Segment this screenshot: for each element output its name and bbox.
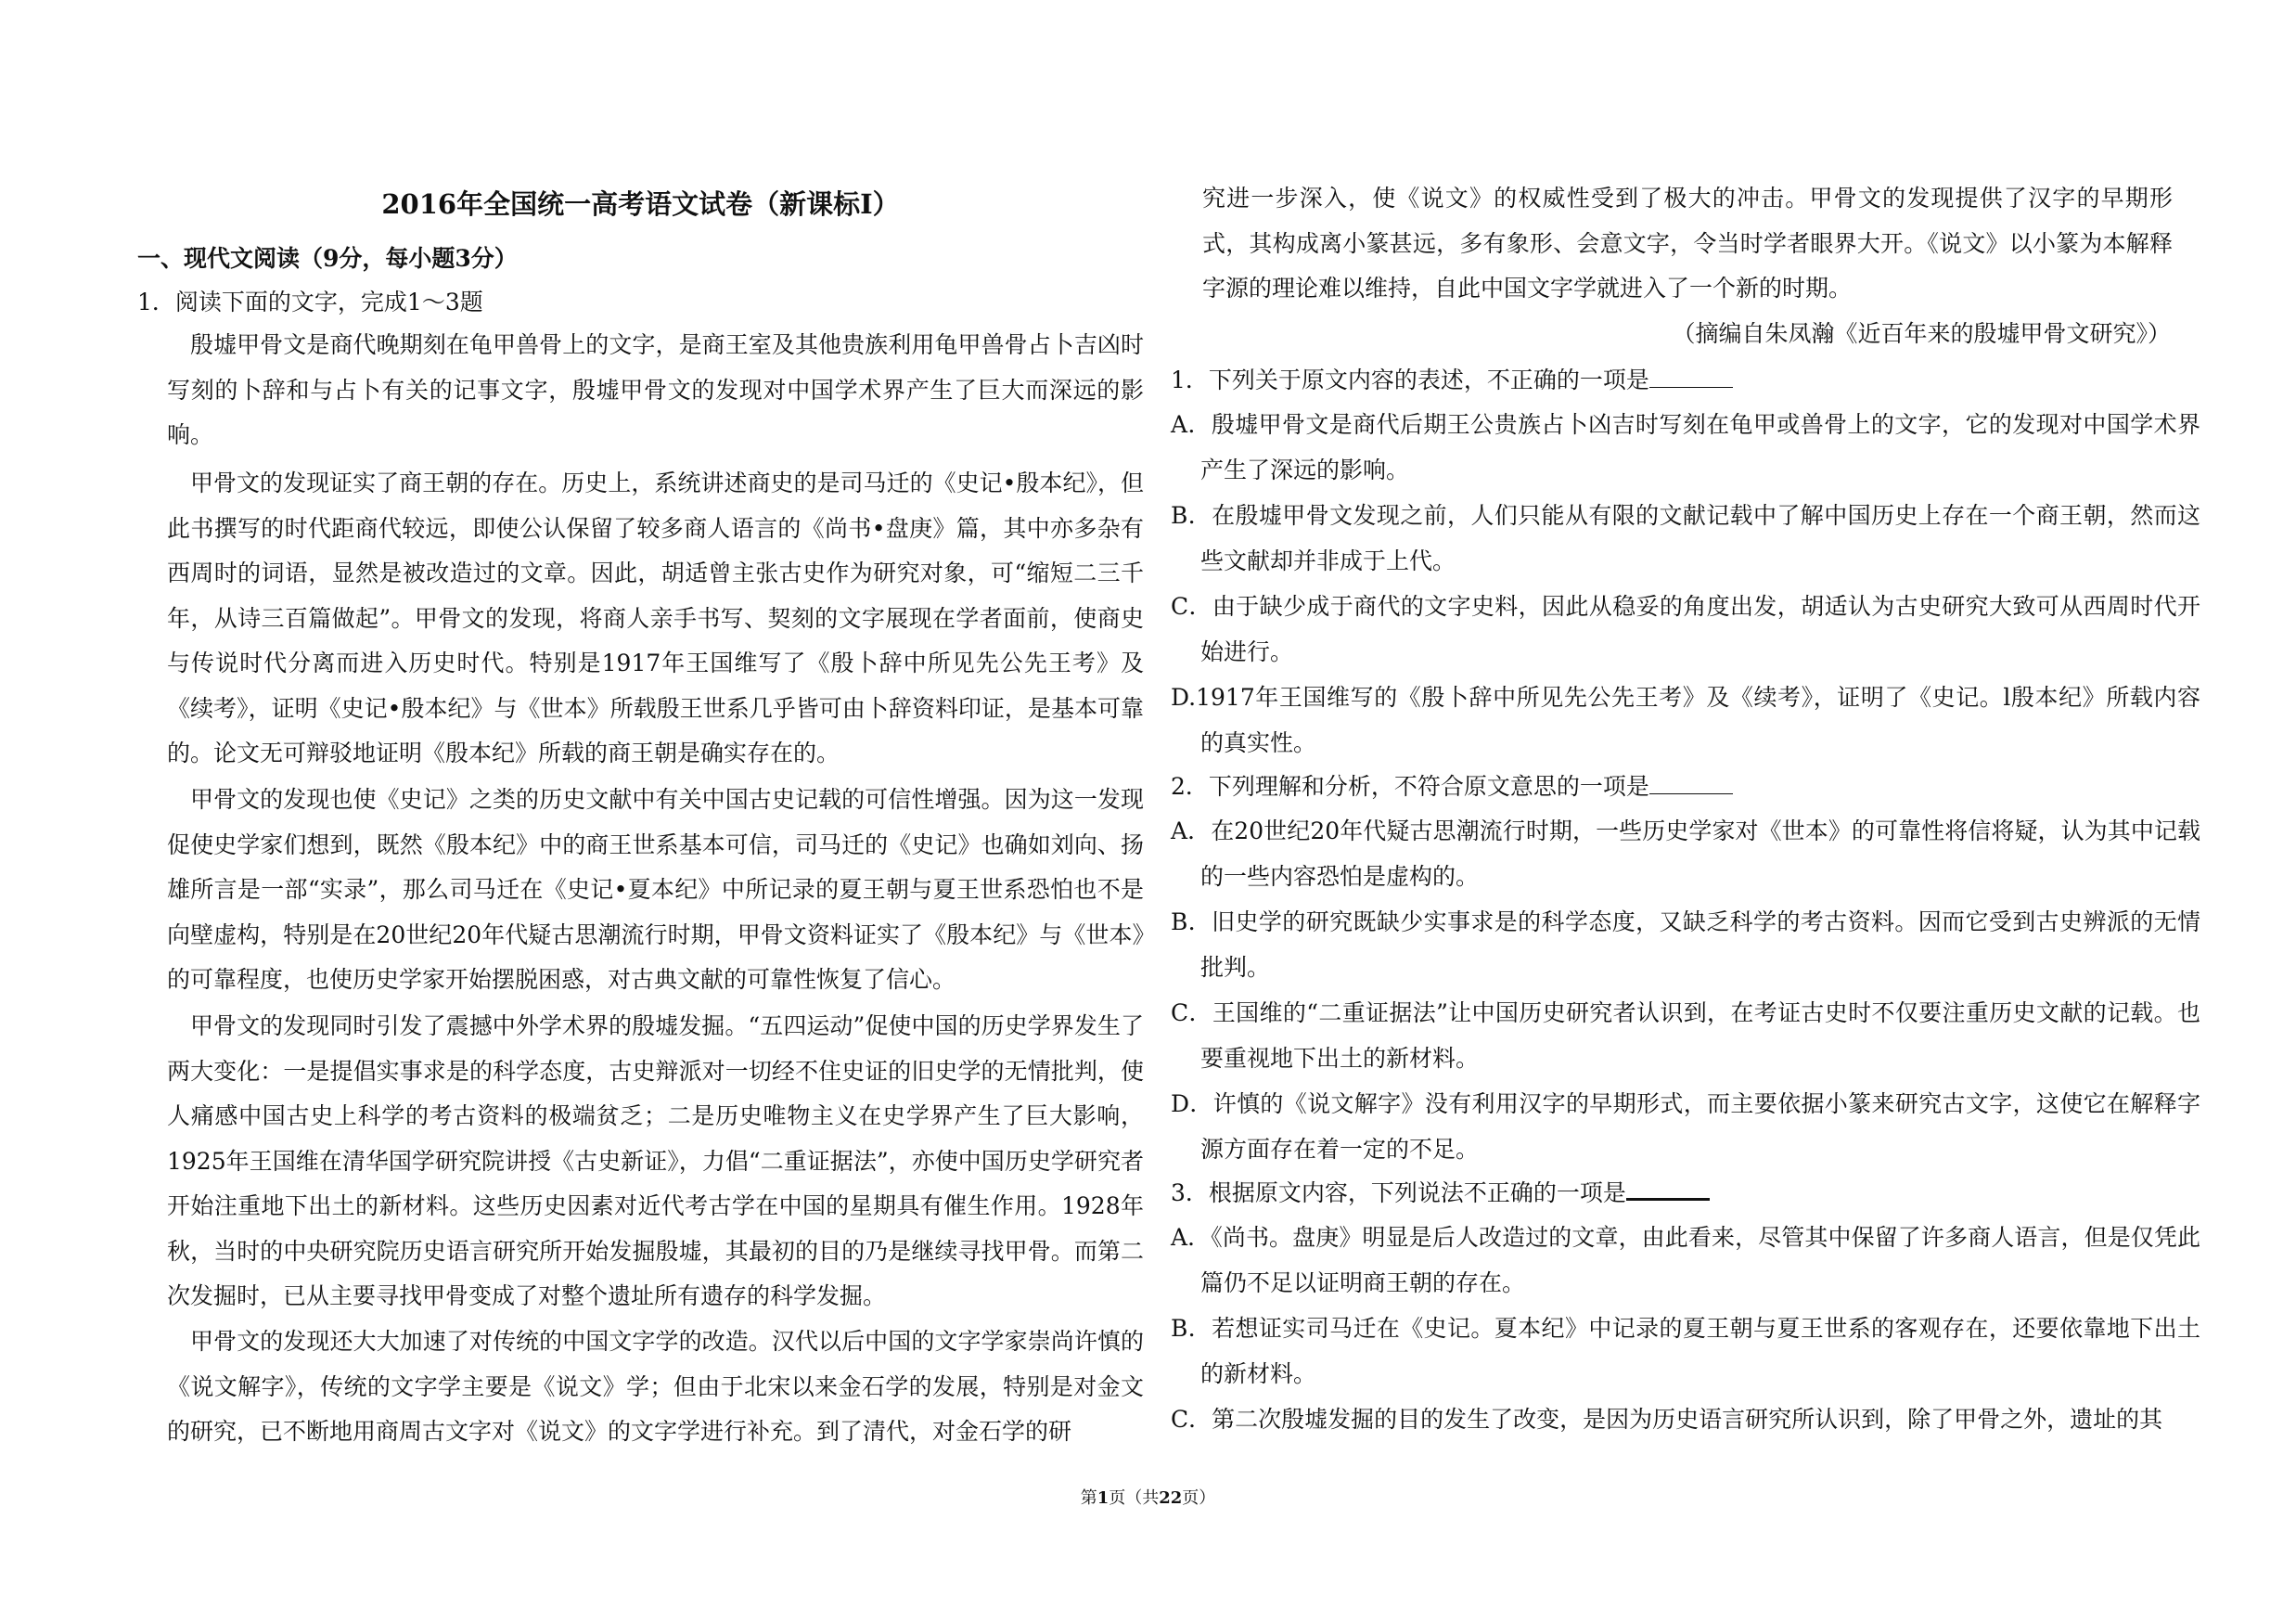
question-2-option-a: A．在20世纪20年代疑古思潮流行时期，一些历史学家对《世本》的可靠性将信将疑，认为其中记载的一些内容恐怕是虚构的。 — [1171, 817, 2200, 890]
question-3-option-c: C．第二次殷墟发掘的目的发生了改变，是因为历史语言研究所认识到，除了甲骨之外，遗址的其 — [1171, 1406, 2163, 1433]
passage-paragraph-4: 甲骨文的发现同时引发了震撼中外学术界的殷墟发掘。“五四运动”促使中国的历史学界发生了两大变化：一是提倡实事求是的科学态度，古史辩派对一切经不住史证的旧史学的无情批判，使人痛感中国古史上科学的考古资料的极端贫乏；二是历史唯物主义在史学界产生了巨大影响，1925年王国维在清华国学研究院讲授《古史新证》，力倡“二重证据法”，亦使中国历史学研究者开始注重地下出土的新材料。这些历史因素对近代考古学在中国的星期具有催生作用。1928年秋，当时的中央研究院历史语言研究所开始发掘殷墟，其最初的目的乃是继续寻找甲骨。而第二次发掘时，已从主要寻找甲骨变成了对整个遗址所有遗存的科学发掘。 — [167, 1012, 1144, 1309]
passage-paragraph-1: 殷墟甲骨文是商代晚期刻在龟甲兽骨上的文字，是商王室及其他贵族利用龟甲兽骨占卜吉凶时写刻的卜辞和与占卜有关的记事文字，殷墟甲骨文的发现对中国学术界产生了巨大而深远的影响。 — [167, 331, 1144, 448]
question-1-stem: 1．下列关于原文内容的表述，不正确的一项是 — [1171, 362, 1733, 399]
page-number: 1 — [1097, 1488, 1110, 1508]
answer-blank — [1649, 773, 1733, 794]
question-1-option-c: C．由于缺少成于商代的文字史料，因此从稳妥的角度出发，胡适认为古史研究大致可从西周时代开始进行。 — [1171, 593, 2200, 665]
question-2-option-d: D．许慎的《说文解字》没有利用汉字的早期形式，而主要依据小篆来研究古文字，这使它在解释字源方面存在着一定的不足。 — [1171, 1090, 2200, 1163]
exam-title: 2016年全国统一高考语文试卷（新课标Ⅰ） — [381, 188, 900, 220]
passage-source: （摘编自朱凤瀚《近百年来的殷墟甲骨文研究》） — [1672, 320, 2171, 347]
passage-paragraph-3: 甲骨文的发现也使《史记》之类的历史文献中有关中国古史记载的可信性增强。因为这一发现促使史学家们想到，既然《殷本纪》中的商王世系基本可信，司马迁的《史记》也确如刘向、扬雄所言是一部“实录”，那么司马迁在《史记•夏本纪》中所记录的夏王朝与夏王世系恐怕也不是向壁虚构，特别是在20世纪20年代疑古思潮流行时期，甲骨文资料证实了《殷本纪》与《世本》的可靠程度，也使历史学家开始摆脱困惑，对古典文献的可靠性恢复了信心。 — [167, 786, 1144, 993]
question-2-option-b: B．旧史学的研究既缺少实事求是的科学态度，又缺乏科学的考古资料。因而它受到古史辨派的无情批判。 — [1171, 908, 2200, 981]
question-1-option-b: B．在殷墟甲骨文发现之前，人们只能从有限的文献记载中了解中国历史上存在一个商王朝，然而这些文献却并非成于上代。 — [1171, 502, 2200, 574]
answer-blank — [1649, 367, 1733, 388]
question-1-option-a: A．殷墟甲骨文是商代后期王公贵族占卜凶吉时写刻在龟甲或兽骨上的文字，它的发现对中国学术界产生了深远的影响。 — [1171, 411, 2200, 483]
passage-paragraph-5: 甲骨文的发现还大大加速了对传统的中国文字学的改造。汉代以后中国的文字学家崇尚许慎的《说文解字》，传统的文字学主要是《说文》学；但由于北宋以来金石学的发展，特别是对金文的研究，已不断地用商周古文字对《说文》的文字学进行补充。到了清代，对金石学的研 — [167, 1328, 1144, 1445]
question-2-stem: 2．下列理解和分析，不符合原文意思的一项是 — [1171, 768, 1733, 805]
section-heading: 一、现代文阅读（9分，每小题3分） — [137, 245, 518, 272]
passage-paragraph-5-continued: 究进一步深入，使《说文》的权威性受到了极大的冲击。甲骨文的发现提供了汉字的早期形式，其构成离小篆甚远，多有象形、会意文字，令当时学者眼界大开。《说文》以小篆为本解释字源的理论难以维持，自此中国文字学就进入了一个新的时期。 — [1202, 185, 2173, 302]
question-3-stem: 3．根据原文内容，下列说法不正确的一项是 — [1171, 1175, 1710, 1212]
question-intro: 1．阅读下面的文字，完成1～3题 — [137, 289, 483, 315]
page-footer: 第1页（共22页） — [1080, 1488, 1216, 1508]
question-2-option-c: C．王国维的“二重证据法”让中国历史研究者认识到，在考证古史时不仅要注重历史文献的记载。也要重视地下出土的新材料。 — [1171, 999, 2200, 1072]
passage-paragraph-2: 甲骨文的发现证实了商王朝的存在。历史上，系统讲述商史的是司马迁的《史记•殷本纪》，但此书撰写的时代距商代较远，即使公认保留了较多商人语言的《尚书•盘庚》篇，其中亦多杂有西周时的词语，显然是被改造过的文章。因此，胡适曾主张古史作为研究对象，可“缩短二三千年，从诗三百篇做起”。甲骨文的发现，将商人亲手书写、契刻的文字展现在学者面前，使商史与传说时代分离而进入历史时代。特别是1917年王国维写了《殷卜辞中所见先公先王考》及《续考》，证明《史记•殷本纪》与《世本》所载殷王世系几乎皆可由卜辞资料印证，是基本可靠的。论文无可辩驳地证明《殷本纪》所载的商王朝是确实存在的。 — [167, 470, 1144, 766]
question-1-option-d: D.1917年王国维写的《殷卜辞中所见先公先王考》及《续考》，证明了《史记。l殷本纪》所载内容的真实性。 — [1171, 684, 2200, 756]
total-pages: 22 — [1159, 1488, 1183, 1508]
question-3-option-a: A．《尚书。盘庚》明显是后人改造过的文章，由此看来，尽管其中保留了许多商人语言，但是仅凭此篇仍不足以证明商王朝的存在。 — [1171, 1224, 2200, 1296]
answer-blank — [1626, 1178, 1710, 1201]
question-3-option-b: B．若想证实司马迁在《史记。夏本纪》中记录的夏王朝与夏王世系的客观存在，还要依靠地下出土的新材料。 — [1171, 1315, 2200, 1387]
